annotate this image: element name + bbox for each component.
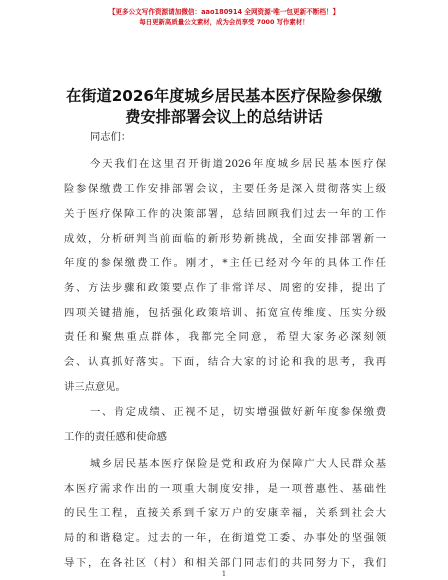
body-line: 局的和谐稳定。过去的一年，在街道党工委、办事处的坚强领 [64,532,386,544]
page-number: 1 [221,570,227,578]
body-line: 成效，分析研判当前面临的新形势新挑战，全面安排部署新一 [64,233,386,245]
section-heading-line: 工作的责任感和使命感 [64,431,167,443]
body-line: 务、方法步骤和政策要点作了非常详尽、周密的安排，提出了 [64,282,386,294]
body-line: 会、认真抓好落实。下面，结合大家的讨论和我的思考，我再 [64,356,386,368]
body-line: 年度的参保缴费工作。刚才，*主任已经对今年的具体工作任 [64,257,386,269]
body-line: 责任和聚焦重点群体，我都完全同意，希望大家务必深刻领 [64,331,386,343]
body-line: 的民生工程，直接关系到千家万户的安康幸福，关系到社会大 [64,507,386,519]
promo-banner-line2: 每日更新高质量公文素材，成为会员享受 7000 写作素材！ [139,18,309,26]
document-title [40,86,408,128]
body-line: 关于医疗保障工作的决策部署，总结回顾我们过去一年的工作 [64,208,386,220]
promo-banner-line1: 【更多公文写作资源请加微信：aao180914 全网资源·唯一包更新不断档！】 [108,8,340,16]
body-line: 险参保缴费工作安排部署会议，主要任务是深入贯彻落实上级 [64,183,386,195]
salutation: 同志们： [90,131,132,143]
body-line: 本医疗需求作出的一项重大制度安排，是一项普惠性、基础性 [64,483,386,495]
body-line: 导下，在各社区（村）和相关部门同志们的共同努力下，我们 [64,557,386,569]
document-title-line1: 在街道2026年度城乡居民基本医疗保险参保缴 [66,87,382,105]
body-line: 讲三点意见。 [64,381,126,393]
body-line: 今天我们在这里召开街道2026年度城乡居民基本医疗保 [90,158,386,170]
section-heading-line: 一、肯定成绩、正视不足，切实增强做好新年度参保缴费 [90,406,386,418]
body-line: 四项关键措施，包括强化政策培训、拓宽宣传维度、压实分级 [64,307,386,319]
body-line: 城乡居民基本医疗保险是党和政府为保障广大人民群众基 [90,458,386,470]
document-title-line2: 费安排部署会议上的总结讲话 [125,108,323,126]
